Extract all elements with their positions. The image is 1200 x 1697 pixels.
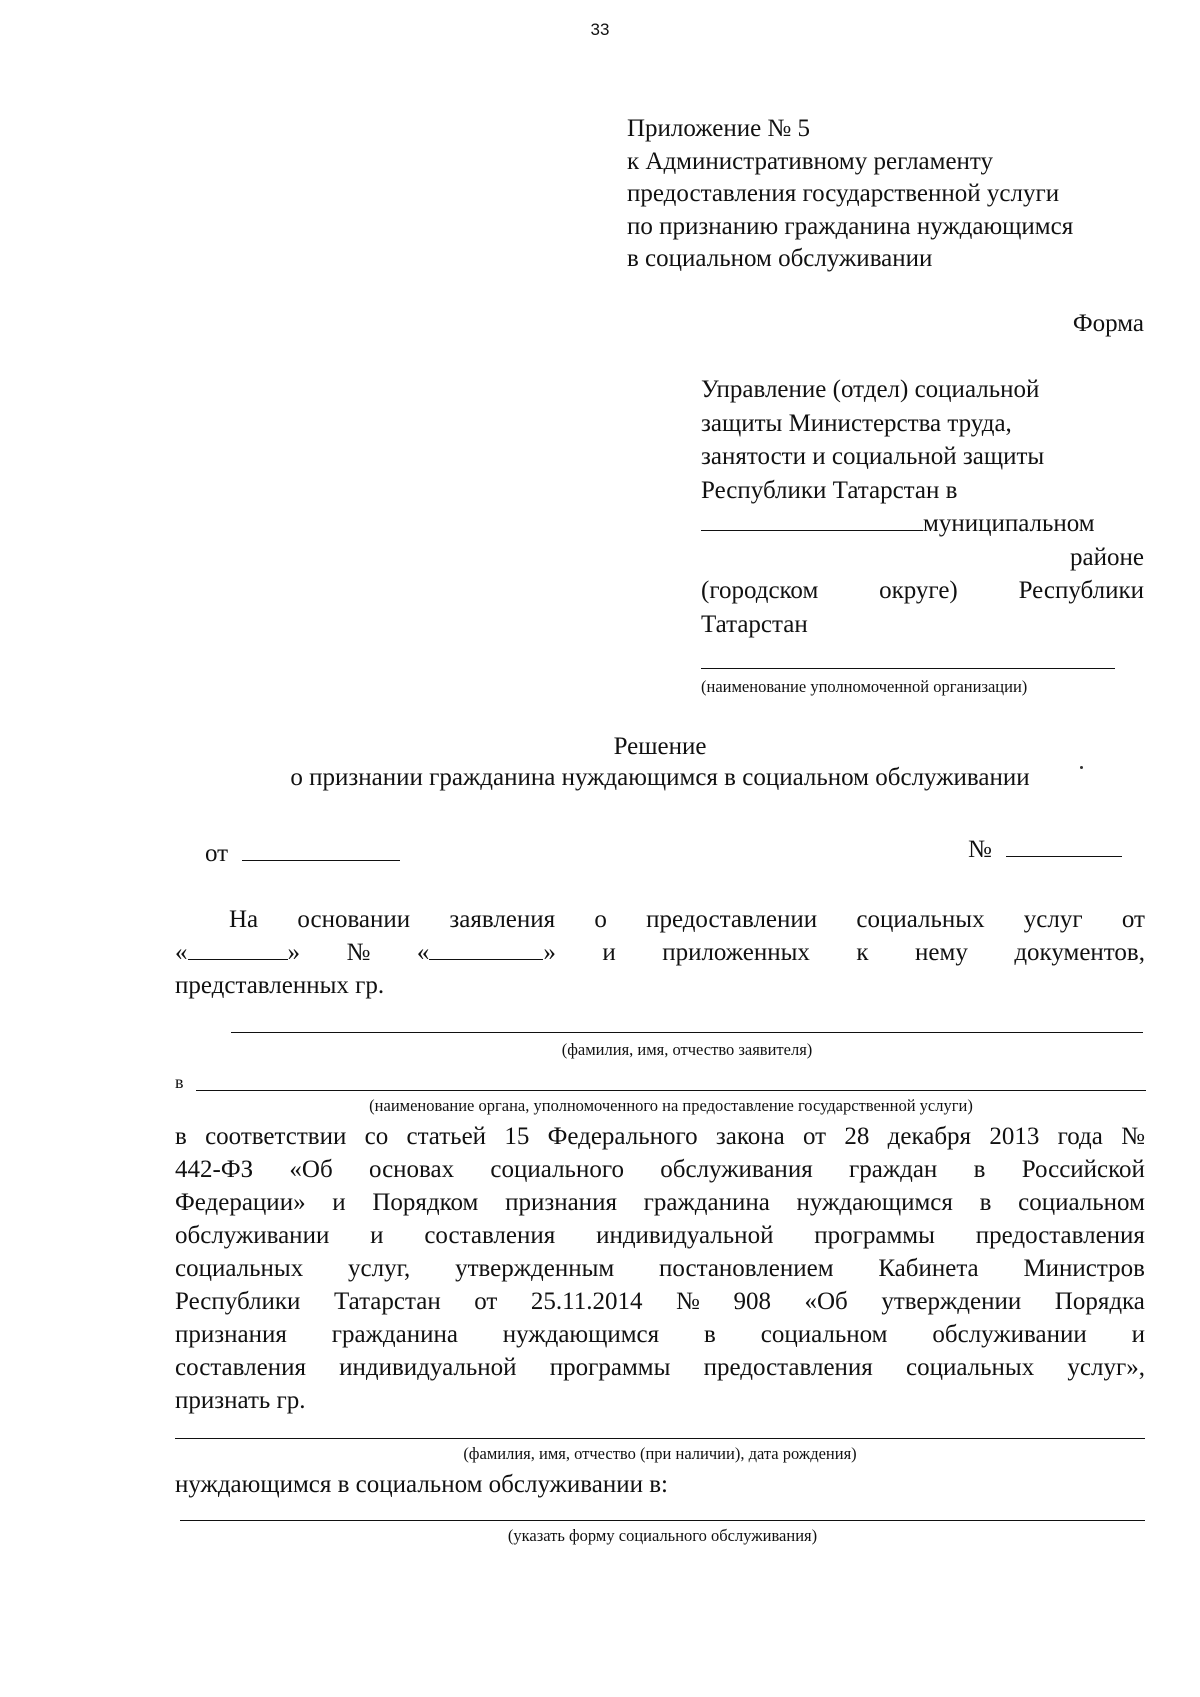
word: «Об [289, 1156, 333, 1183]
city-word: округе) [879, 577, 958, 604]
word: основании [297, 906, 411, 933]
applicant-caption: (фамилия, имя, отчество заявителя) [561, 1040, 813, 1059]
in-label: в [175, 1072, 184, 1092]
word: заявления [449, 906, 556, 933]
word: услуг», [1067, 1354, 1145, 1381]
number-blank[interactable] [1006, 856, 1122, 857]
word: в [704, 1321, 716, 1348]
word: и [370, 1222, 384, 1249]
word: Республики [175, 1288, 301, 1315]
word: о [594, 906, 607, 933]
word: года [1057, 1123, 1103, 1150]
word: программы [814, 1222, 935, 1249]
quote: » [543, 939, 556, 966]
word: программы [549, 1354, 671, 1381]
word: 908 [733, 1288, 771, 1315]
number-field [968, 836, 1122, 864]
addressee-line: Управление (отдел) социальной [701, 376, 1040, 403]
quote: » [287, 939, 300, 966]
word: приложенных [662, 939, 810, 966]
date-field [205, 840, 400, 868]
word: к [856, 939, 869, 966]
word: от [803, 1123, 827, 1150]
word: документов, [1014, 939, 1145, 966]
organization-caption: (наименование уполномоченной организации) [701, 677, 1028, 696]
addressee-block [701, 373, 1144, 641]
appendix-line: Приложение № 5 [627, 115, 811, 142]
no-label: № [346, 939, 371, 966]
word: индивидуальной [339, 1354, 517, 1381]
word: «Об [804, 1288, 848, 1315]
authority-name-blank[interactable] [196, 1090, 1146, 1091]
word: 25.11.2014 [530, 1288, 643, 1315]
word: предоставлении [646, 906, 818, 933]
word: признания [175, 1321, 287, 1348]
word: закона [715, 1123, 785, 1150]
law-last-line: признать гр. [175, 1387, 306, 1414]
date-blank[interactable] [242, 860, 400, 861]
quote: « [416, 939, 430, 966]
needy-line: нуждающимся в социальном обслуживании в: [175, 1471, 669, 1498]
municipal-word: муниципальном [923, 510, 1095, 537]
person-caption: (фамилия, имя, отчество (при наличии), дата рождения) [463, 1444, 857, 1463]
word: статьей [406, 1123, 487, 1150]
rayon-line: районе [1070, 543, 1144, 571]
word: утверждении [881, 1288, 1022, 1315]
service-form-blank[interactable] [180, 1520, 1145, 1521]
word: 2013 [989, 1123, 1040, 1150]
word: от [1121, 906, 1145, 933]
law-line [175, 1153, 1145, 1186]
word: социальном [760, 1321, 888, 1348]
decision-title: Решение [613, 733, 707, 760]
law-line [175, 1120, 1145, 1153]
word: от [474, 1288, 498, 1315]
word: основах [368, 1156, 455, 1183]
word: услуг [1023, 906, 1083, 933]
word: Порядка [1054, 1288, 1145, 1315]
city-line [701, 574, 1144, 608]
application-number [417, 936, 556, 969]
basis-paragraph [175, 903, 1145, 1002]
form-label: Форма [1072, 310, 1144, 337]
word: и [602, 939, 616, 966]
law-line [175, 1351, 1145, 1384]
word: услуг, [348, 1255, 411, 1282]
person-name-blank[interactable] [175, 1438, 1145, 1439]
quote: « [175, 939, 188, 966]
word: Федерации» [175, 1189, 306, 1216]
basis-line-1 [175, 903, 1145, 936]
word: в [175, 1123, 187, 1150]
word: граждан [848, 1156, 938, 1183]
addressee-line: занятости и социальной защиты [701, 443, 1045, 470]
word: Министров [1023, 1255, 1145, 1282]
word: признания [505, 1189, 617, 1216]
law-line [175, 1318, 1145, 1351]
word: Российской [1021, 1156, 1145, 1183]
word: нуждающимся [796, 1189, 953, 1216]
word: в [973, 1156, 986, 1183]
law-paragraph [175, 1120, 1145, 1417]
service-form-caption: (указать форму социального обслуживания) [507, 1526, 818, 1545]
word: Татарстан [333, 1288, 441, 1315]
word: Федерального [547, 1123, 698, 1150]
municipality-blank[interactable] [701, 530, 923, 531]
application-date [175, 936, 300, 969]
law-line [175, 1219, 1145, 1252]
word: гражданина [331, 1321, 458, 1348]
word: предоставления [975, 1222, 1145, 1249]
word: в [979, 1189, 992, 1216]
word: нуждающимся [502, 1321, 660, 1348]
from-label: от [205, 840, 229, 867]
word: постановлением [659, 1255, 834, 1282]
law-line [175, 1252, 1145, 1285]
law-line [175, 1285, 1145, 1318]
word: составления [424, 1222, 556, 1249]
application-number-blank[interactable] [429, 959, 543, 960]
stray-mark [1080, 766, 1083, 769]
municipal-line [701, 507, 1144, 541]
applicant-name-blank[interactable] [231, 1032, 1143, 1033]
word: Порядком [372, 1189, 479, 1216]
appendix-line: предоставления государственной услуги [627, 180, 1060, 207]
word: предоставления [703, 1354, 873, 1381]
word: утвержденным [455, 1255, 615, 1282]
word: № [1121, 1123, 1145, 1150]
page-number: 33 [590, 20, 610, 39]
appendix-line: по признанию гражданина нуждающимся [627, 212, 1074, 240]
word: Кабинета [878, 1255, 979, 1282]
word: 28 [844, 1123, 870, 1150]
word: 442-ФЗ [175, 1156, 254, 1183]
word: социальных [905, 1354, 1035, 1381]
word: и [332, 1189, 346, 1216]
addressee-line: Республики Татарстан в [701, 476, 958, 504]
appendix-line: к Административному регламенту [627, 147, 994, 175]
word: социального [490, 1156, 624, 1183]
word: 15 [504, 1123, 530, 1150]
organization-blank[interactable] [701, 668, 1115, 669]
law-line [175, 1186, 1145, 1219]
city-word: Республики [1018, 577, 1144, 604]
basis-line-2 [175, 936, 1145, 969]
word: и [1131, 1321, 1145, 1348]
word: гражданина [643, 1189, 770, 1216]
appendix-header [627, 113, 1073, 276]
word: обслуживании [175, 1222, 330, 1249]
addressee-line: защиты Министерства труда, [701, 409, 1012, 437]
word: социальном [1018, 1189, 1145, 1216]
word: социальных [856, 906, 985, 933]
application-date-blank[interactable] [188, 959, 288, 960]
word: обслуживании [932, 1321, 1087, 1348]
word: нему [915, 939, 968, 966]
word: индивидуальной [596, 1222, 774, 1249]
authority-caption: (наименование органа, уполномоченного на предоставление государственной услуги) [369, 1096, 973, 1115]
word: социальных [175, 1255, 304, 1282]
word: со [364, 1123, 389, 1150]
basis-line-3: представленных гр. [175, 972, 385, 999]
word: № [676, 1288, 700, 1315]
appendix-line: в социальном обслуживании [627, 245, 933, 272]
word: составления [175, 1354, 306, 1381]
word: обслуживания [660, 1156, 813, 1183]
number-label: № [968, 836, 992, 863]
word: На [229, 906, 259, 933]
tatarstan-line: Татарстан [701, 610, 808, 638]
word: соответствии [205, 1123, 347, 1150]
city-word: (городском [701, 577, 819, 604]
word: декабря [887, 1123, 972, 1150]
decision-subtitle: о признании гражданина нуждающимся в социальном обслуживании [290, 764, 1030, 791]
